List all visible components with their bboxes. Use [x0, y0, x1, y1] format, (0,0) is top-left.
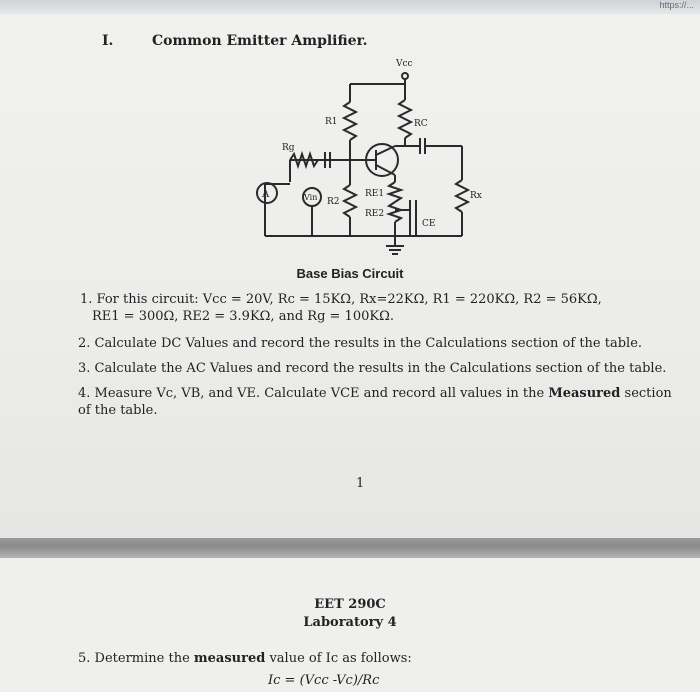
question-4-line-2: of the table.: [78, 403, 158, 418]
label-r1: R1: [325, 117, 338, 127]
resistor-r1: [344, 102, 356, 140]
transistor-emitter: [376, 165, 395, 175]
formula-ic: Ic = (Vcc -Vc)/Rc: [268, 673, 380, 688]
label-rx: Rx: [470, 191, 482, 201]
lab-header: Laboratory 4: [303, 615, 397, 630]
page-number: 1: [356, 476, 365, 491]
question-4-post: section: [620, 386, 672, 401]
label-vin: Vin: [304, 193, 318, 202]
question-4-pre: 4. Measure Vc, VB, and VE. Calculate VCE and record all values in the: [78, 386, 549, 401]
label-re2: RE2: [365, 209, 385, 219]
label-source: A: [262, 189, 270, 200]
resistor-r2: [344, 185, 356, 217]
course-header: EET 290C: [314, 597, 386, 612]
label-re1: RE1: [365, 189, 385, 199]
resistor-rx: [456, 180, 468, 212]
question-5-pre: 5. Determine the: [78, 651, 194, 666]
url-fragment[interactable]: https://...: [659, 0, 694, 10]
question-3: 3. Calculate the AC Values and record the results in the Calculations section of the table.: [78, 361, 667, 376]
label-ce: CE: [422, 219, 436, 229]
question-5-bold: measured: [193, 651, 266, 666]
resistor-re2: [389, 202, 401, 222]
section-number: I.: [102, 33, 114, 49]
label-vcc: Vcc: [396, 59, 413, 69]
transistor-collector: [376, 146, 395, 155]
vcc-terminal: [402, 73, 408, 79]
question-5: [78, 650, 412, 667]
label-rc: RC: [414, 119, 428, 129]
section-title: Common Emitter Amplifier.: [152, 33, 368, 49]
question-4-bold: Measured: [548, 386, 621, 401]
resistor-re1: [389, 182, 401, 202]
label-r2: R2: [327, 197, 340, 207]
label-rg: Rg: [282, 143, 295, 153]
question-5-post: value of Ic as follows:: [265, 651, 412, 666]
question-4: [78, 385, 672, 402]
question-1-line-1: 1. For this circuit: Vcc = 20V, Rc = 15KΩ, Rx=22KΩ, R1 = 220KΩ, R2 = 56KΩ,: [80, 292, 602, 307]
page-divider: [0, 538, 700, 558]
question-2: 2. Calculate DC Values and record the results in the Calculations section of the table.: [78, 336, 643, 351]
circuit-caption: Base Bias Circuit: [296, 266, 404, 281]
circuit-diagram: [0, 0, 700, 270]
question-1-line-2: RE1 = 300Ω, RE2 = 3.9KΩ, and Rg = 100KΩ.: [92, 309, 394, 324]
resistor-rc: [399, 100, 411, 138]
